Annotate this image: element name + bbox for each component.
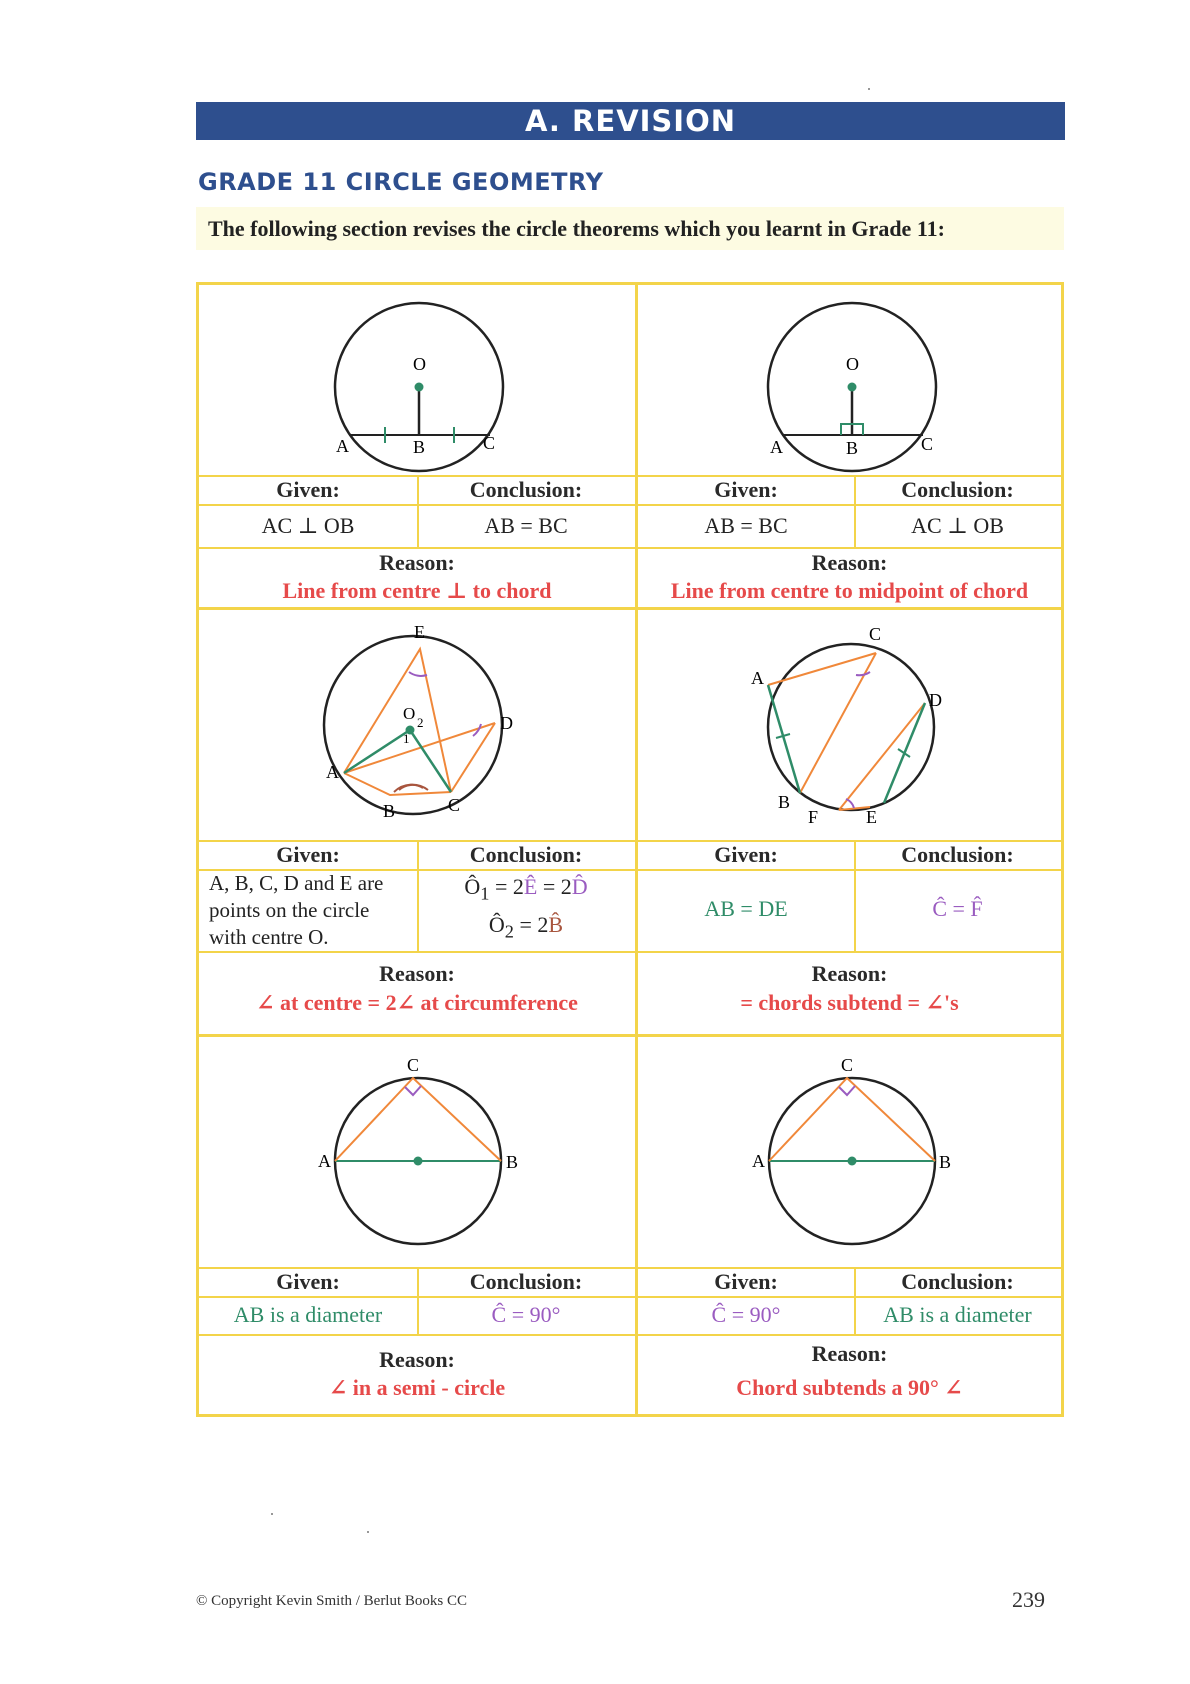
given-value: AB = DE: [704, 896, 788, 921]
given-header: Given:: [276, 1269, 340, 1294]
given-header: Given:: [714, 477, 778, 502]
label-a: A: [751, 668, 764, 688]
label-o: O: [413, 354, 426, 374]
circle: [768, 644, 934, 810]
triangle-aec: [344, 649, 451, 792]
reason-text: = chords subtend = ∠'s: [740, 990, 959, 1015]
diagram-equal-chords: [638, 610, 1061, 840]
equals-two: = 2: [513, 912, 549, 937]
label-d: D: [929, 690, 942, 710]
label-b: B: [383, 801, 396, 821]
reason-header: Reason:: [379, 550, 455, 575]
label-c: C: [483, 433, 496, 453]
e-hat-symbol: Ê: [523, 874, 538, 899]
reason-text: Chord subtends a 90° ∠: [736, 1375, 963, 1400]
conclusion-header: Conclusion:: [469, 1269, 583, 1294]
conclusion-value: AC ⊥ OB: [911, 513, 1004, 538]
reason-text: Line from centre ⊥ to chord: [282, 578, 552, 603]
given-line: points on the circle: [209, 898, 370, 922]
centre-point: [848, 383, 857, 392]
given-header: Given:: [714, 1269, 778, 1294]
scan-speck: [271, 1513, 273, 1515]
conclusion-header: Conclusion:: [901, 842, 1014, 867]
table-line: [638, 869, 1061, 871]
chords-abc: [344, 773, 451, 795]
label-a: A: [336, 436, 349, 456]
theorem-cell-perpendicular-to-chord: [199, 285, 635, 607]
label-c: C: [841, 1055, 854, 1075]
given-description: [209, 870, 405, 951]
conclusion-value: AB is a diameter: [883, 1302, 1032, 1327]
label-e: E: [414, 622, 425, 642]
chord-cd: [451, 723, 495, 792]
table-line: [638, 1334, 1061, 1336]
label-angle-1: 1: [403, 731, 410, 746]
label-a: A: [326, 762, 339, 782]
label-f: F: [808, 807, 819, 827]
scan-speck: [367, 1531, 369, 1533]
diagram-perpendicular-chord: [199, 285, 635, 475]
given-value: Ĉ = 90°: [711, 1302, 781, 1327]
reason-header: Reason:: [379, 1347, 455, 1372]
b-hat-symbol: B̂: [548, 912, 564, 937]
given-header: Given:: [714, 842, 778, 867]
right-angle-mark: [839, 1086, 855, 1095]
copyright-footer: © Copyright Kevin Smith / Berlut Books CC: [196, 1593, 467, 1609]
conclusion-value: AB = BC: [484, 513, 568, 538]
conclusion-value: Ĉ = F̂: [932, 896, 983, 921]
theorem-cell-chord-subtends-90: [638, 1037, 1061, 1414]
label-b: B: [413, 437, 426, 457]
table-line: [199, 1334, 635, 1336]
reason-header: Reason:: [811, 961, 888, 986]
label-b: B: [778, 792, 791, 812]
chord-ac: [768, 653, 876, 685]
equals-two: = 2: [537, 874, 572, 899]
label-a: A: [752, 1151, 765, 1171]
theorem-cell-midpoint-of-chord: [638, 285, 1061, 607]
angle-arc-f: [846, 799, 854, 808]
label-o: O: [403, 704, 416, 723]
centre-point: [414, 1157, 423, 1166]
table-line: [638, 547, 1061, 549]
equals-two: = 2: [489, 874, 524, 899]
label-o: O: [846, 354, 859, 374]
conclusion-value: Ĉ = 90°: [491, 1302, 561, 1327]
theorem-cell-equal-chords: [638, 610, 1061, 1034]
label-b: B: [939, 1152, 952, 1172]
table-line: [199, 951, 635, 953]
given-line: with centre O.: [209, 925, 329, 949]
right-angle-mark: [405, 1086, 421, 1095]
theorem-cell-angle-in-semicircle: [199, 1037, 635, 1414]
given-value: AB is a diameter: [233, 1302, 383, 1327]
o-hat-symbol: Ô: [488, 912, 505, 937]
intro-box: [196, 207, 1064, 250]
label-b: B: [506, 1152, 519, 1172]
conclusion-line-2: [417, 912, 635, 942]
subscript-2: 2: [504, 921, 514, 942]
table-line: [638, 1296, 1061, 1298]
table-line: [199, 547, 635, 549]
given-value: AC ⊥ OB: [261, 513, 355, 538]
theorem-grid: [196, 282, 1064, 1417]
table-line: [638, 504, 1061, 506]
diagram-converse-semicircle: [638, 1037, 1061, 1267]
section-banner: A. REVISION: [196, 102, 1065, 140]
given-line: A, B, C, D and E are: [209, 871, 384, 895]
reason-text: ∠ at centre = 2∠ at circumference: [256, 990, 578, 1015]
table-line: [638, 951, 1061, 953]
reason-header: Reason:: [379, 961, 455, 986]
given-value: AB = BC: [704, 513, 788, 538]
scan-speck: [868, 88, 870, 90]
reason-header: Reason:: [811, 550, 888, 575]
reason-header: Reason:: [811, 1341, 888, 1366]
centre-point: [848, 1157, 857, 1166]
section-subtitle: GRADE 11 CIRCLE GEOMETRY: [198, 168, 604, 196]
label-d: D: [500, 713, 513, 733]
label-c: C: [448, 795, 461, 815]
conclusion-header: Conclusion:: [901, 477, 1014, 502]
given-header: Given:: [276, 842, 340, 867]
chord-fd: [839, 703, 925, 810]
conclusion-header: Conclusion:: [901, 1269, 1014, 1294]
label-angle-2: 2: [417, 715, 424, 730]
chord-ad: [344, 723, 495, 773]
diagram-midpoint-chord: [638, 285, 1061, 475]
centre-point: [415, 383, 424, 392]
label-b: B: [846, 438, 859, 458]
radii-oa-oc: [344, 730, 451, 792]
conclusion-line-1: [417, 874, 635, 904]
diagram-angle-at-centre: [199, 610, 635, 840]
o-hat-symbol: Ô: [464, 874, 481, 899]
diagram-semicircle: [199, 1037, 635, 1267]
reason-text: ∠ in a semi - circle: [328, 1375, 506, 1400]
page-number: 239: [1012, 1587, 1045, 1612]
label-a: A: [770, 437, 783, 457]
reason-text: Line from centre to midpoint of chord: [670, 578, 1029, 603]
subscript-1: 1: [480, 883, 490, 904]
label-a: A: [318, 1151, 331, 1171]
theorem-cell-angle-at-centre: [199, 610, 635, 1034]
label-c: C: [921, 434, 934, 454]
conclusion-header: Conclusion:: [469, 842, 583, 867]
intro-text: The following section revises the circle theorems which you learnt in Grade 11:: [208, 216, 945, 241]
label-c: C: [407, 1055, 420, 1075]
angle-arc-c: [856, 672, 870, 675]
given-header: Given:: [276, 477, 340, 502]
label-c: C: [869, 624, 882, 644]
conclusion-header: Conclusion:: [469, 477, 583, 502]
d-hat-symbol: D̂: [571, 874, 588, 899]
label-e: E: [866, 807, 877, 827]
circle: [324, 636, 502, 814]
